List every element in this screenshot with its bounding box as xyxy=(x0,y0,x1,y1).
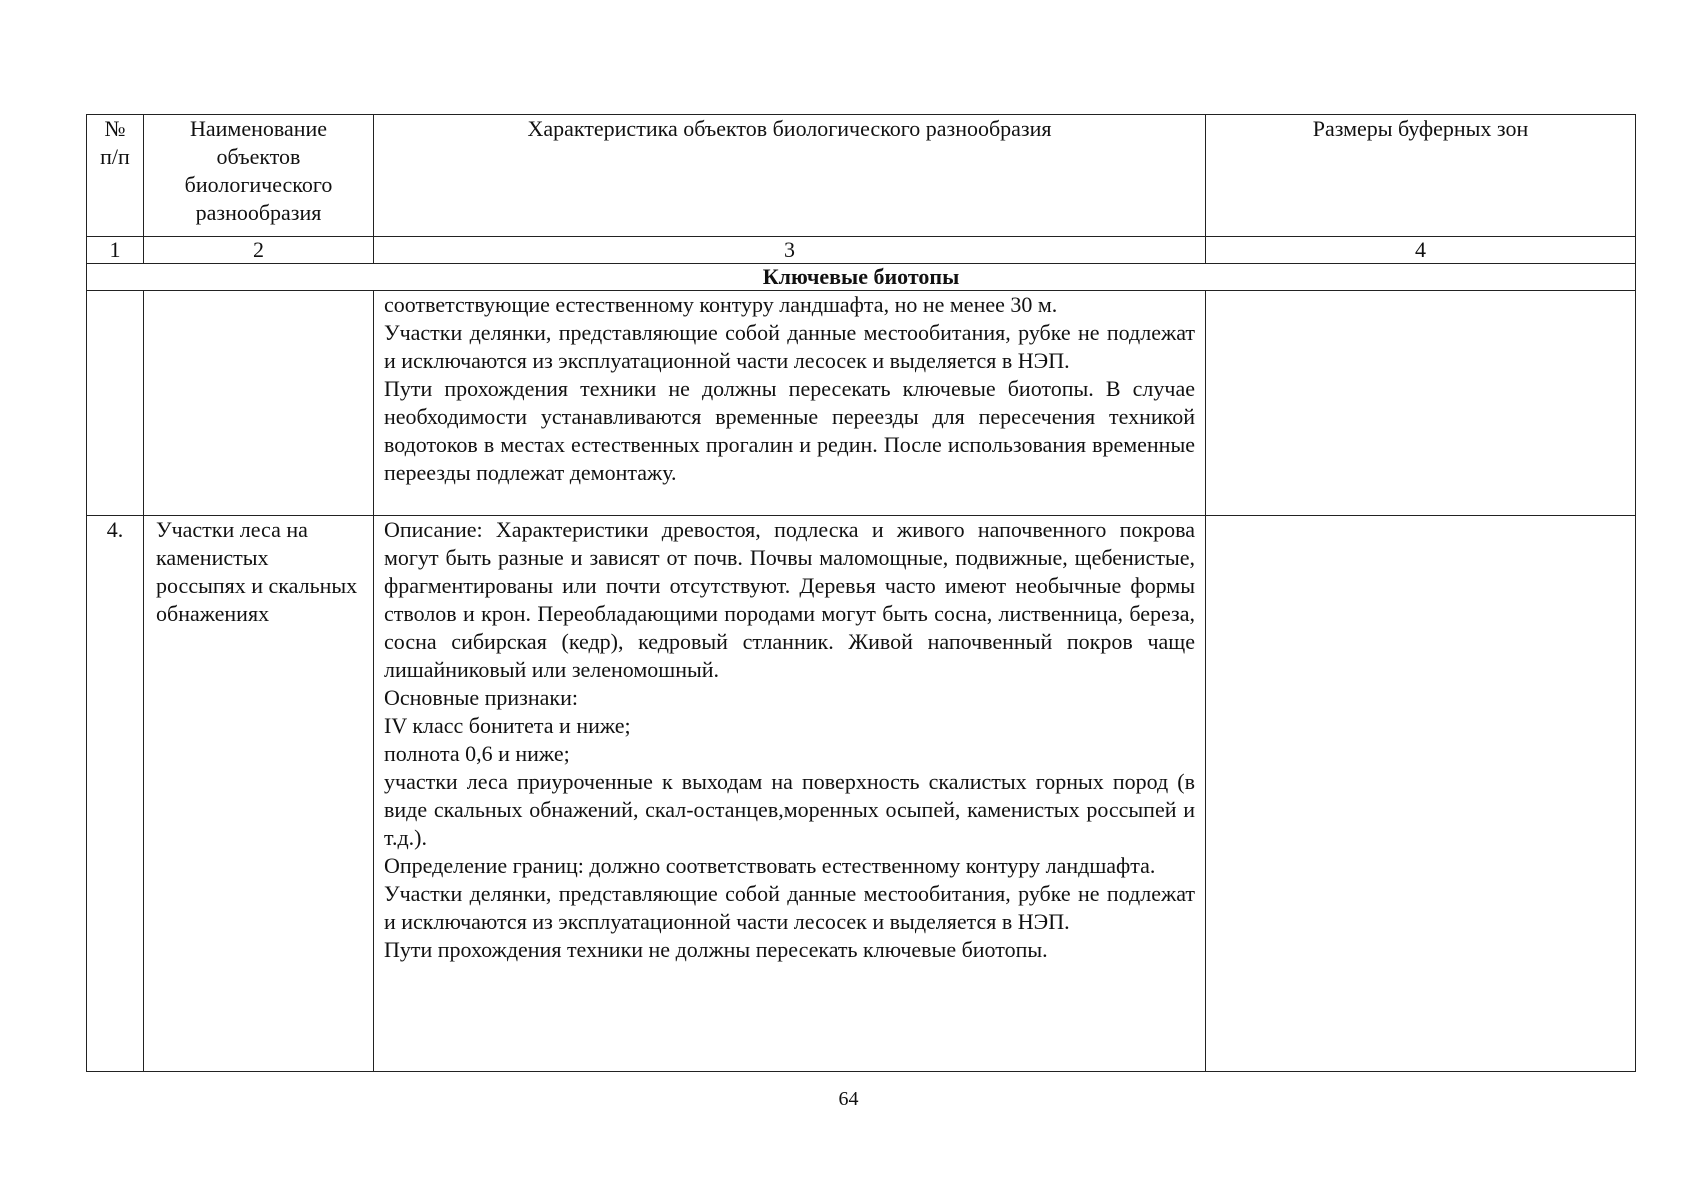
characteristics-paragraph: участки леса приуроченные к выходам на поверхность скалистых горных пород (в виде скальных обнажений, скал-останцев,моренных осыпей, каменистых россыпей и т.д.). xyxy=(384,769,1195,850)
column-number-row xyxy=(87,237,1636,264)
header-buffer: Размеры буферных зон xyxy=(1206,115,1636,237)
column-number-4: 4 xyxy=(1206,237,1636,264)
characteristics-paragraph: полнота 0,6 и ниже; xyxy=(384,741,570,766)
header-characteristics: Характеристика объектов биологического разнообразия xyxy=(374,115,1206,237)
document-page xyxy=(86,114,1635,1072)
row-number xyxy=(87,291,144,516)
row-name xyxy=(144,291,374,516)
characteristics-paragraph: Основные признаки: xyxy=(384,685,578,710)
column-number-2: 2 xyxy=(144,237,374,264)
characteristics-paragraph: соответствующие естественному контуру ландшафта, но не менее 30 м. xyxy=(384,292,1058,317)
row-name: Участки леса на каменистых россыпях и скальных обнажениях xyxy=(144,516,374,1072)
table-row xyxy=(87,291,1636,516)
characteristics-paragraph: Участки делянки, представляющие собой данные местообитания, рубке не подлежат и исключаются из эксплуатационной части лесосек и выделяется в НЭП. xyxy=(384,320,1195,373)
header-name: Наименование объектов биологического разнообразия xyxy=(144,115,374,237)
table-header-row xyxy=(87,115,1636,237)
row-characteristics xyxy=(374,291,1206,516)
characteristics-paragraph: IV класс бонитета и ниже; xyxy=(384,713,631,738)
characteristics-paragraph: Пути прохождения техники не должны пересекать ключевые биотопы. xyxy=(384,937,1048,962)
characteristics-paragraph: Описание: Характеристики древостоя, подлеска и живого напочвенного покрова могут быть разные и зависят от почв. Почвы маломощные, подвижные, щебенистые, фрагментированы или почти отсутствуют. Деревья часто имеют необычные формы стволов и крон. Переобладающими породами могут быть сосна, лиственница, береза, сосна сибирская (кедр), кедровый стланник. Живой напочвенный покров чаще лишайниковый или зеленомошный. xyxy=(384,517,1195,682)
row-number: 4. xyxy=(87,516,144,1072)
row-buffer xyxy=(1206,291,1636,516)
section-title: Ключевые биотопы xyxy=(87,264,1636,291)
characteristics-paragraph: Определение границ: должно соответствовать естественному контуру ландшафта. xyxy=(384,853,1156,878)
row-buffer xyxy=(1206,516,1636,1072)
column-number-3: 3 xyxy=(374,237,1206,264)
characteristics-paragraph: Участки делянки, представляющие собой данные местообитания, рубке не подлежат и исключаются из эксплуатационной части лесосек и выделяется в НЭП. xyxy=(384,881,1195,934)
section-row xyxy=(87,264,1636,291)
header-number: № п/п xyxy=(87,115,144,237)
page-number: 64 xyxy=(838,1088,859,1110)
characteristics-paragraph: Пути прохождения техники не должны пересекать ключевые биотопы. В случае необходимости устанавливаются временные переезды для пересечения техникой водотоков в местах естественных прогалин и редин. После использования временные переезды подлежат демонтажу. xyxy=(384,376,1195,485)
biodiversity-table xyxy=(86,114,1636,1072)
row-characteristics xyxy=(374,516,1206,1072)
column-number-1: 1 xyxy=(87,237,144,264)
table-row xyxy=(87,516,1636,1072)
